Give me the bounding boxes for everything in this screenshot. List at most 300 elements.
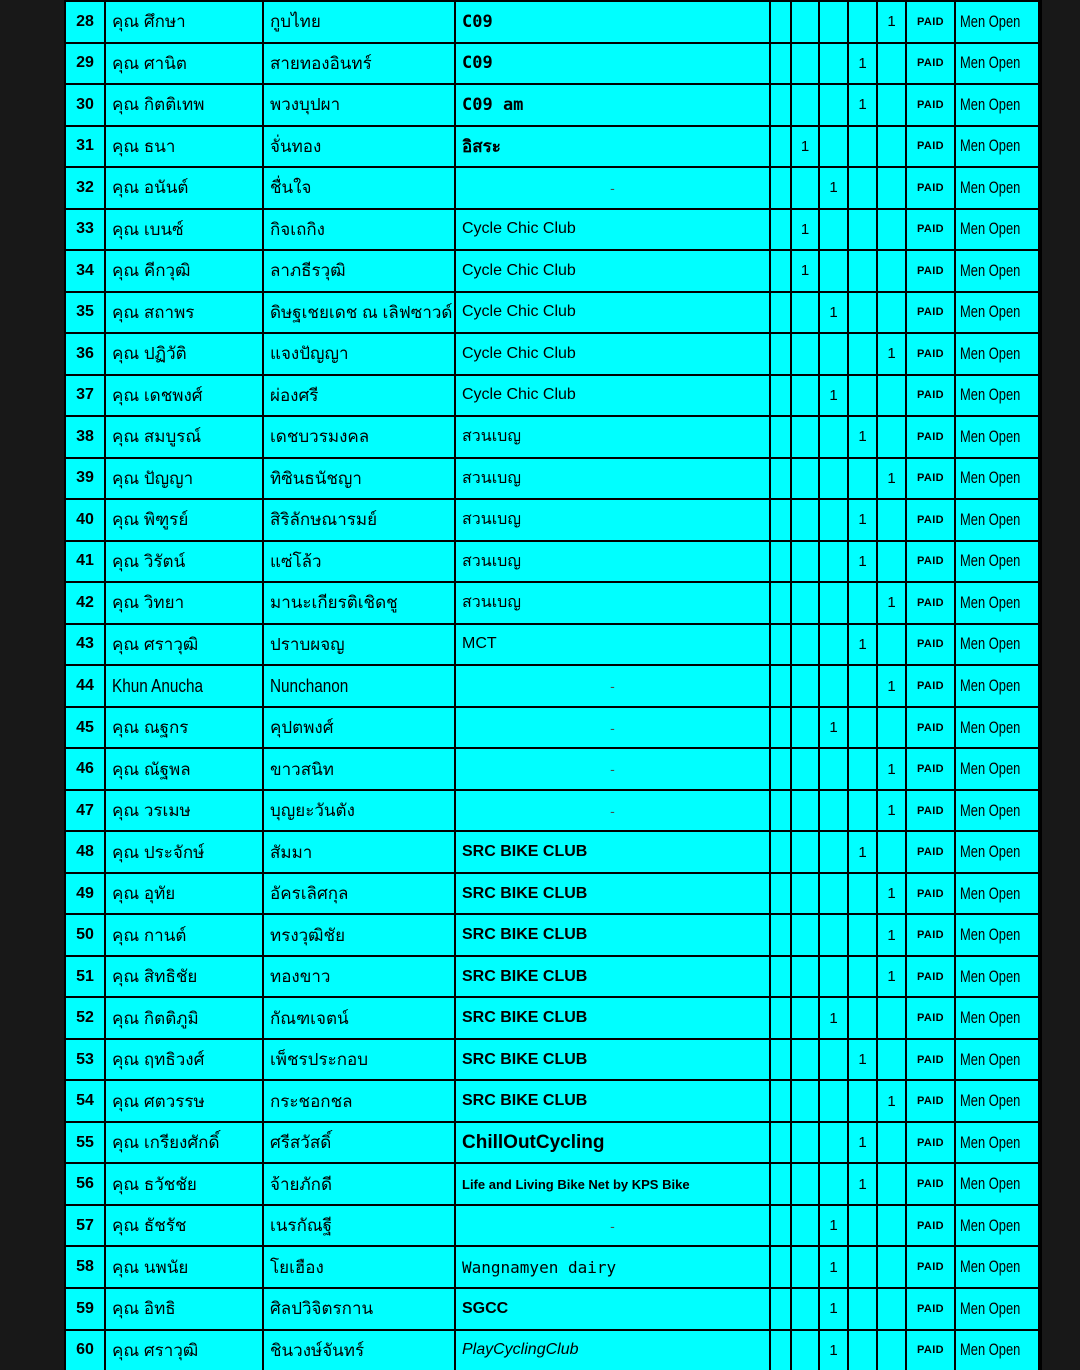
team-cell: Cycle Chic Club [454, 208, 769, 250]
mark-cell [876, 249, 905, 291]
first-name-cell: คุณ พิฑูรย์ [104, 498, 262, 540]
team-cell: SRC BIKE CLUB [454, 996, 769, 1038]
last-name-cell: สายทองอินทร์ [262, 42, 454, 84]
table-row [64, 415, 1042, 457]
mark-cell [818, 208, 847, 250]
mark-cell: 1 [790, 125, 818, 167]
row-number-cell: 55 [64, 1121, 104, 1163]
mark-cell: 1 [876, 664, 905, 706]
category-cell: Men Open [954, 291, 1040, 333]
team-cell: SRC BIKE CLUB [454, 1079, 769, 1121]
mark-cell [769, 291, 790, 333]
last-name-cell: ชินวงษ์จันทร์ [262, 1329, 454, 1370]
table-row [64, 1121, 1042, 1163]
row-number-cell: 34 [64, 249, 104, 291]
team-cell: C09 [454, 42, 769, 84]
mark-cell [818, 0, 847, 42]
last-name-cell: คุปตพงศ์ [262, 706, 454, 748]
row-number-cell: 40 [64, 498, 104, 540]
mark-cell: 1 [847, 1038, 876, 1080]
last-name-cell: แจงปัญญา [262, 332, 454, 374]
row-number-cell: 39 [64, 457, 104, 499]
mark-cell: 1 [818, 374, 847, 416]
mark-cell: 1 [847, 1162, 876, 1204]
category-cell: Men Open [954, 872, 1040, 914]
team-cell: - [454, 789, 769, 831]
category-cell: Men Open [954, 1121, 1040, 1163]
mark-cell [818, 249, 847, 291]
category-cell: Men Open [954, 747, 1040, 789]
row-number-cell: 32 [64, 166, 104, 208]
last-name-cell: Nunchanon [262, 664, 454, 706]
team-cell: - [454, 747, 769, 789]
mark-cell: 1 [818, 1329, 847, 1370]
mark-cell: 1 [847, 498, 876, 540]
mark-cell [790, 872, 818, 914]
mark-cell: 1 [876, 913, 905, 955]
mark-cell [876, 42, 905, 84]
paid-status-cell: PAID [905, 332, 954, 374]
row-number-cell: 29 [64, 42, 104, 84]
mark-cell [818, 498, 847, 540]
team-cell: ChillOutCycling [454, 1121, 769, 1163]
mark-cell [790, 0, 818, 42]
last-name-cell: จั่นทอง [262, 125, 454, 167]
last-name-cell: ลาภธีรวุฒิ [262, 249, 454, 291]
mark-cell [876, 208, 905, 250]
mark-cell [847, 1204, 876, 1246]
team-cell: สวนเบญ [454, 540, 769, 582]
mark-cell [818, 747, 847, 789]
team-cell: - [454, 706, 769, 748]
mark-cell [818, 623, 847, 665]
mark-cell [769, 913, 790, 955]
category-cell: Men Open [954, 208, 1040, 250]
first-name-cell: คุณ ณฐกร [104, 706, 262, 748]
last-name-cell: สิริลักษณารมย์ [262, 498, 454, 540]
category-cell: Men Open [954, 913, 1040, 955]
table-row [64, 208, 1042, 250]
mark-cell [790, 166, 818, 208]
mark-cell [769, 498, 790, 540]
first-name-cell: คุณ เกรียงศักดิ์ [104, 1121, 262, 1163]
row-number-cell: 30 [64, 83, 104, 125]
first-name-cell: คุณ สิทธิชัย [104, 955, 262, 997]
mark-cell [847, 249, 876, 291]
team-cell: อิสระ [454, 125, 769, 167]
category-cell: Men Open [954, 1038, 1040, 1080]
mark-cell [876, 1121, 905, 1163]
mark-cell [847, 374, 876, 416]
paid-status-cell: PAID [905, 747, 954, 789]
mark-cell [769, 1079, 790, 1121]
first-name-cell: คุณ วิทยา [104, 581, 262, 623]
first-name-cell: คุณ ปัญญา [104, 457, 262, 499]
mark-cell: 1 [818, 166, 847, 208]
paid-status-cell: PAID [905, 1204, 954, 1246]
mark-cell [769, 0, 790, 42]
category-cell: Men Open [954, 706, 1040, 748]
team-cell: สวนเบญ [454, 457, 769, 499]
mark-cell [876, 706, 905, 748]
mark-cell [847, 747, 876, 789]
mark-cell [769, 125, 790, 167]
results-table [64, 0, 1042, 1370]
row-number-cell: 43 [64, 623, 104, 665]
mark-cell [790, 706, 818, 748]
mark-cell [847, 581, 876, 623]
row-number-cell: 48 [64, 830, 104, 872]
mark-cell [769, 457, 790, 499]
mark-cell [790, 457, 818, 499]
team-cell: - [454, 166, 769, 208]
category-cell: Men Open [954, 996, 1040, 1038]
row-number-cell: 49 [64, 872, 104, 914]
last-name-cell: ทรงวุฒิชัย [262, 913, 454, 955]
mark-cell [790, 747, 818, 789]
mark-cell [769, 830, 790, 872]
row-number-cell: 59 [64, 1287, 104, 1329]
mark-cell [847, 208, 876, 250]
paid-status-cell: PAID [905, 664, 954, 706]
paid-status-cell: PAID [905, 125, 954, 167]
mark-cell [790, 1162, 818, 1204]
team-cell: SGCC [454, 1287, 769, 1329]
last-name-cell: มานะเกียรติเชิดชู [262, 581, 454, 623]
mark-cell [790, 291, 818, 333]
table-row [64, 1204, 1042, 1246]
table-row [64, 996, 1042, 1038]
paid-status-cell: PAID [905, 872, 954, 914]
mark-cell [847, 1287, 876, 1329]
mark-cell [847, 1079, 876, 1121]
category-cell: Men Open [954, 457, 1040, 499]
table-row [64, 0, 1042, 42]
category-cell: Men Open [954, 83, 1040, 125]
mark-cell [790, 913, 818, 955]
row-number-cell: 50 [64, 913, 104, 955]
mark-cell [769, 955, 790, 997]
first-name-cell: คุณ ศึกษา [104, 0, 262, 42]
mark-cell [818, 415, 847, 457]
mark-cell [847, 706, 876, 748]
team-cell: Cycle Chic Club [454, 332, 769, 374]
mark-cell [769, 1329, 790, 1370]
mark-cell: 1 [847, 540, 876, 582]
mark-cell [847, 996, 876, 1038]
mark-cell [790, 1329, 818, 1370]
mark-cell: 1 [847, 623, 876, 665]
row-number-cell: 56 [64, 1162, 104, 1204]
row-number-cell: 37 [64, 374, 104, 416]
team-cell: SRC BIKE CLUB [454, 955, 769, 997]
category-cell: Men Open [954, 623, 1040, 665]
table-row [64, 498, 1042, 540]
table-row [64, 540, 1042, 582]
team-cell: SRC BIKE CLUB [454, 913, 769, 955]
team-cell: Cycle Chic Club [454, 374, 769, 416]
mark-cell [769, 249, 790, 291]
paid-status-cell: PAID [905, 498, 954, 540]
mark-cell [876, 996, 905, 1038]
table-row [64, 789, 1042, 831]
mark-cell [769, 208, 790, 250]
mark-cell [769, 996, 790, 1038]
row-number-cell: 57 [64, 1204, 104, 1246]
first-name-cell: คุณ วิรัตน์ [104, 540, 262, 582]
table-row [64, 830, 1042, 872]
mark-cell [818, 540, 847, 582]
mark-cell [790, 1038, 818, 1080]
mark-cell [790, 581, 818, 623]
mark-cell [818, 332, 847, 374]
row-number-cell: 42 [64, 581, 104, 623]
first-name-cell: คุณ กิตติเทพ [104, 83, 262, 125]
mark-cell [847, 457, 876, 499]
mark-cell [790, 955, 818, 997]
team-cell: - [454, 1204, 769, 1246]
team-cell: SRC BIKE CLUB [454, 872, 769, 914]
row-number-cell: 60 [64, 1329, 104, 1370]
mark-cell [847, 913, 876, 955]
paid-status-cell: PAID [905, 581, 954, 623]
last-name-cell: ปราบผจญ [262, 623, 454, 665]
mark-cell: 1 [876, 872, 905, 914]
table-row [64, 249, 1042, 291]
mark-cell: 1 [876, 581, 905, 623]
mark-cell [790, 623, 818, 665]
table-row [64, 581, 1042, 623]
table-row [64, 1038, 1042, 1080]
paid-status-cell: PAID [905, 42, 954, 84]
last-name-cell: ศิลปวิจิตรกาน [262, 1287, 454, 1329]
mark-cell: 1 [847, 415, 876, 457]
row-number-cell: 28 [64, 0, 104, 42]
mark-cell [818, 872, 847, 914]
team-cell: Cycle Chic Club [454, 291, 769, 333]
mark-cell [769, 540, 790, 582]
mark-cell: 1 [818, 996, 847, 1038]
mark-cell [790, 540, 818, 582]
table-row [64, 955, 1042, 997]
table-row [64, 1162, 1042, 1204]
mark-cell: 1 [818, 1287, 847, 1329]
paid-status-cell: PAID [905, 457, 954, 499]
table-row [64, 42, 1042, 84]
mark-cell [769, 1287, 790, 1329]
mark-cell [790, 498, 818, 540]
mark-cell [769, 872, 790, 914]
mark-cell [847, 332, 876, 374]
table-row [64, 1329, 1042, 1370]
row-number-cell: 58 [64, 1245, 104, 1287]
last-name-cell: บุญยะวันตัง [262, 789, 454, 831]
table-row [64, 83, 1042, 125]
row-number-cell: 51 [64, 955, 104, 997]
row-number-cell: 35 [64, 291, 104, 333]
paid-status-cell: PAID [905, 789, 954, 831]
first-name-cell: คุณ อุทัย [104, 872, 262, 914]
mark-cell: 1 [876, 1079, 905, 1121]
table-row [64, 913, 1042, 955]
row-number-cell: 54 [64, 1079, 104, 1121]
mark-cell [847, 872, 876, 914]
mark-cell [769, 664, 790, 706]
team-cell: SRC BIKE CLUB [454, 830, 769, 872]
paid-status-cell: PAID [905, 996, 954, 1038]
mark-cell: 1 [818, 1204, 847, 1246]
category-cell: Men Open [954, 332, 1040, 374]
mark-cell: 1 [876, 0, 905, 42]
mark-cell: 1 [876, 747, 905, 789]
mark-cell: 1 [818, 1245, 847, 1287]
table-row [64, 332, 1042, 374]
last-name-cell: แซ่โล้ว [262, 540, 454, 582]
last-name-cell: เนรกัณฐี [262, 1204, 454, 1246]
mark-cell: 1 [876, 955, 905, 997]
mark-cell [847, 1329, 876, 1370]
mark-cell [769, 166, 790, 208]
category-cell: Men Open [954, 830, 1040, 872]
mark-cell [818, 42, 847, 84]
last-name-cell: ทองขาว [262, 955, 454, 997]
row-number-cell: 31 [64, 125, 104, 167]
first-name-cell: คุณ ธนา [104, 125, 262, 167]
mark-cell [876, 291, 905, 333]
paid-status-cell: PAID [905, 1079, 954, 1121]
first-name-cell: คุณ เบนซ์ [104, 208, 262, 250]
table-row [64, 166, 1042, 208]
category-cell: Men Open [954, 125, 1040, 167]
mark-cell [818, 664, 847, 706]
first-name-cell: คุณ ศานิต [104, 42, 262, 84]
table-row [64, 747, 1042, 789]
last-name-cell: เดชบวรมงคล [262, 415, 454, 457]
mark-cell [818, 955, 847, 997]
mark-cell [769, 83, 790, 125]
first-name-cell: คุณ คีกวุฒิ [104, 249, 262, 291]
mark-cell: 1 [818, 291, 847, 333]
category-cell: Men Open [954, 1245, 1040, 1287]
team-cell: Wangnamyen dairy [454, 1245, 769, 1287]
team-cell: C09 am [454, 83, 769, 125]
table-row [64, 664, 1042, 706]
mark-cell [876, 498, 905, 540]
mark-cell [769, 747, 790, 789]
team-cell: PlayCyclingClub [454, 1329, 769, 1370]
mark-cell [769, 415, 790, 457]
first-name-cell: คุณ อิทธิ [104, 1287, 262, 1329]
row-number-cell: 45 [64, 706, 104, 748]
table-row [64, 1287, 1042, 1329]
mark-cell [847, 125, 876, 167]
mark-cell: 1 [847, 1121, 876, 1163]
mark-cell [876, 125, 905, 167]
mark-cell [876, 1162, 905, 1204]
category-cell: Men Open [954, 1204, 1040, 1246]
first-name-cell: คุณ สมบูรณ์ [104, 415, 262, 457]
mark-cell [790, 1245, 818, 1287]
mark-cell [790, 664, 818, 706]
mark-cell [790, 374, 818, 416]
paid-status-cell: PAID [905, 166, 954, 208]
mark-cell [790, 1204, 818, 1246]
mark-cell [769, 1121, 790, 1163]
first-name-cell: คุณ ปฏิวัติ [104, 332, 262, 374]
mark-cell [769, 374, 790, 416]
paid-status-cell: PAID [905, 83, 954, 125]
mark-cell [790, 415, 818, 457]
category-cell: Men Open [954, 42, 1040, 84]
table-row [64, 1245, 1042, 1287]
mark-cell [876, 166, 905, 208]
mark-cell [876, 540, 905, 582]
first-name-cell: คุณ นพนัย [104, 1245, 262, 1287]
table-row [64, 872, 1042, 914]
mark-cell [790, 1121, 818, 1163]
table-row [64, 291, 1042, 333]
mark-cell [876, 1329, 905, 1370]
mark-cell [790, 789, 818, 831]
mark-cell: 1 [876, 789, 905, 831]
row-number-cell: 44 [64, 664, 104, 706]
last-name-cell: สัมมา [262, 830, 454, 872]
mark-cell [769, 1204, 790, 1246]
category-cell: Men Open [954, 664, 1040, 706]
paid-status-cell: PAID [905, 706, 954, 748]
paid-status-cell: PAID [905, 291, 954, 333]
table-row [64, 457, 1042, 499]
team-cell: SRC BIKE CLUB [454, 1038, 769, 1080]
team-cell: C09 [454, 0, 769, 42]
first-name-cell: คุณ กิตติภูมิ [104, 996, 262, 1038]
last-name-cell: อัครเลิศกุล [262, 872, 454, 914]
team-cell: สวนเบญ [454, 581, 769, 623]
mark-cell [818, 913, 847, 955]
category-cell: Men Open [954, 1287, 1040, 1329]
team-cell: สวนเบญ [454, 415, 769, 457]
mark-cell [818, 457, 847, 499]
first-name-cell: คุณ สถาพร [104, 291, 262, 333]
category-cell: Men Open [954, 1162, 1040, 1204]
paid-status-cell: PAID [905, 913, 954, 955]
paid-status-cell: PAID [905, 1329, 954, 1370]
team-cell: MCT [454, 623, 769, 665]
mark-cell [847, 1245, 876, 1287]
paid-status-cell: PAID [905, 415, 954, 457]
category-cell: Men Open [954, 166, 1040, 208]
last-name-cell: กระชอกชล [262, 1079, 454, 1121]
mark-cell [876, 623, 905, 665]
last-name-cell: ทิซินธนัชญา [262, 457, 454, 499]
paid-status-cell: PAID [905, 955, 954, 997]
table-row [64, 1079, 1042, 1121]
mark-cell [818, 1038, 847, 1080]
first-name-cell: คุณ ณัฐพล [104, 747, 262, 789]
mark-cell: 1 [876, 332, 905, 374]
mark-cell [818, 1162, 847, 1204]
first-name-cell: คุณ ประจักษ์ [104, 830, 262, 872]
row-number-cell: 46 [64, 747, 104, 789]
paid-status-cell: PAID [905, 208, 954, 250]
last-name-cell: ดิษฐเชยเดช ณ เลิฟซาวด์ [262, 291, 454, 333]
category-cell: Men Open [954, 374, 1040, 416]
mark-cell [769, 1162, 790, 1204]
mark-cell: 1 [847, 83, 876, 125]
mark-cell [847, 664, 876, 706]
paid-status-cell: PAID [905, 1162, 954, 1204]
category-cell: Men Open [954, 955, 1040, 997]
